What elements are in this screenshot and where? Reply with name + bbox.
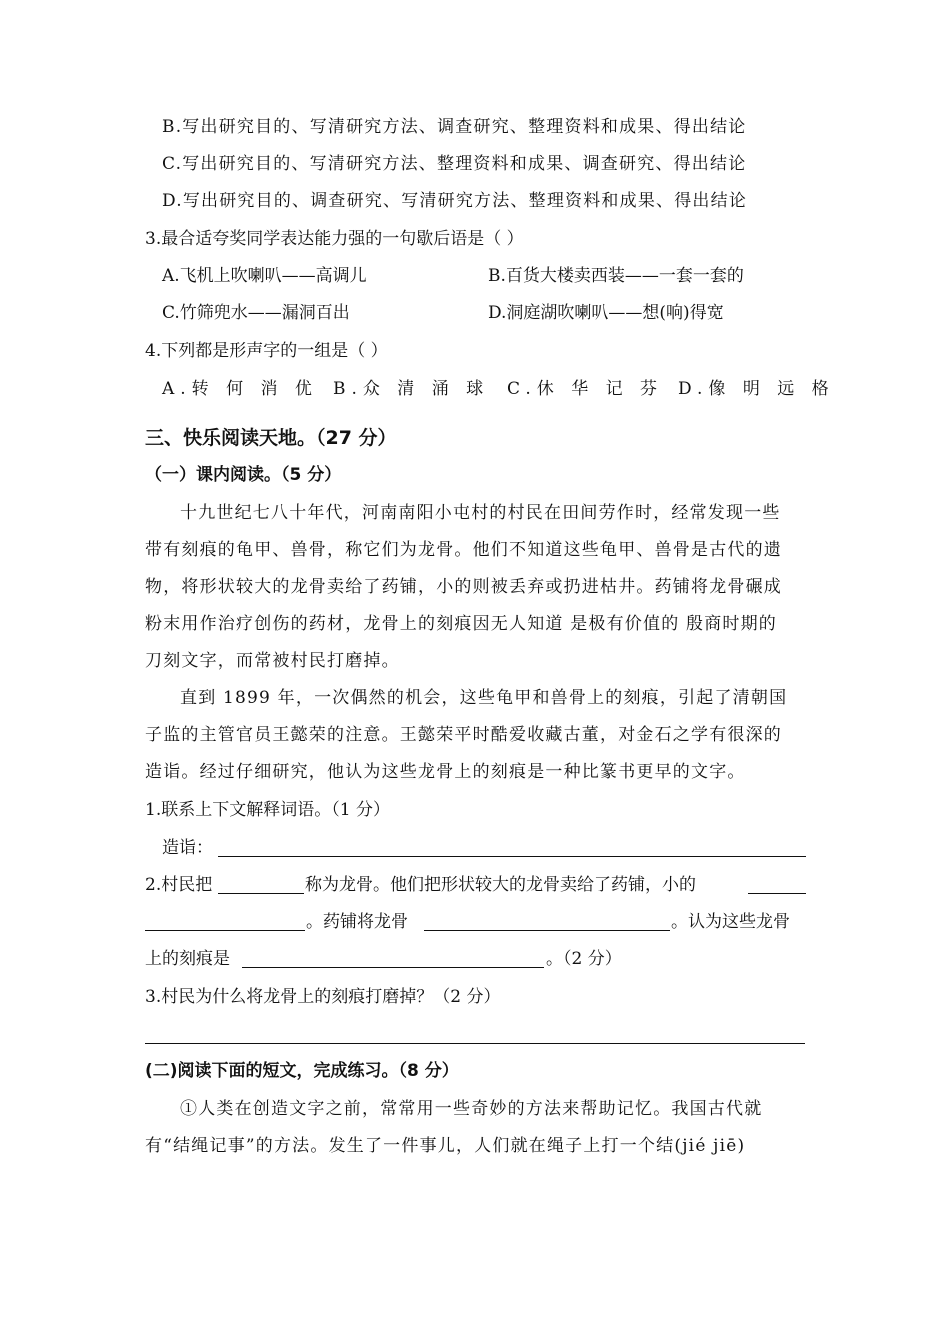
- part2-line: [180, 1097, 762, 1121]
- part1-title: （一）课内阅读。（5 分）: [145, 465, 342, 485]
- q1-term: 造诣：: [162, 838, 213, 858]
- passage1-line: 十九世纪七八十年代，河南南阳小屯村的村民在田间劳作时，经常发现一些: [180, 503, 781, 523]
- q4-option-b: B.众 清 涌 球: [333, 379, 490, 399]
- q4-option-c: C.休 华 记 芬: [507, 379, 664, 399]
- answer-line[interactable]: [145, 1043, 805, 1044]
- paragraph-number: ①: [180, 1099, 199, 1119]
- part1-q3: 3.村民为什么将龙骨上的刻痕打磨掉？（2 分）: [145, 987, 501, 1007]
- q2-part-c: 。药铺将龙骨: [306, 912, 408, 932]
- q3-option-c: C.竹筛兜水——漏洞百出: [162, 303, 350, 323]
- passage1-line: 粉末用作治疗创伤的药材，龙骨上的刻痕因无人知道 是极有价值的 殷商时期的: [145, 614, 778, 634]
- answer-blank[interactable]: [242, 967, 544, 968]
- part2-line-text: 人类在创造文字之前，常常用一些奇妙的方法来帮助记忆。我国古代就: [198, 1099, 763, 1119]
- q2-part-f: 。（2 分）: [546, 949, 622, 969]
- passage1-line: 带有刻痕的龟甲、兽骨，称它们为龙骨。他们不知道这些龟甲、兽骨是古代的遗: [145, 540, 782, 560]
- q2-option-b: B.写出研究目的、写清研究方法、调查研究、整理资料和成果、得出结论: [162, 117, 747, 137]
- q4-stem: 4.下列都是形声字的一组是（ ）: [145, 341, 388, 361]
- q2-option-d: D.写出研究目的、调查研究、写清研究方法、整理资料和成果、得出结论: [162, 191, 748, 211]
- passage1-line: 刀刻文字，而常被村民打磨掉。: [145, 651, 400, 671]
- q3-stem: 3.最合适夸奖同学表达能力强的一句歇后语是（ ）: [145, 229, 524, 249]
- q2-option-c: C.写出研究目的、写清研究方法、整理资料和成果、调查研究、得出结论: [162, 154, 747, 174]
- part2-title: (二)阅读下面的短文，完成练习。（8 分）: [145, 1061, 459, 1081]
- answer-blank[interactable]: [424, 930, 670, 931]
- passage2-line: 子监的主管官员王懿荣的注意。王懿荣平时酷爱收藏古董，对金石之学有很深的: [145, 725, 782, 745]
- passage2-line: 直到 1899 年，一次偶然的机会，这些龟甲和兽骨上的刻痕，引起了清朝国: [180, 688, 788, 708]
- q2-part-d: 。认为这些龙骨: [671, 912, 790, 932]
- section-title: 三、快乐阅读天地。（27 分）: [145, 427, 397, 449]
- part2-line: 有“结绳记事”的方法。发生了一件事儿，人们就在绳子上打一个结(jié jiē): [145, 1136, 746, 1156]
- passage1-line: 物，将形状较大的龙骨卖给了药铺，小的则被丢弃或扔进枯井。药铺将龙骨碾成: [145, 577, 782, 597]
- part1-q1: 1.联系上下文解释词语。（1 分）: [145, 800, 390, 820]
- q3-option-b: B.百货大楼卖西装——一套一套的: [488, 266, 744, 286]
- q4-option-d: D.像 明 远 格: [678, 379, 835, 399]
- q3-option-a: A.飞机上吹喇叭——高调儿: [162, 266, 367, 286]
- q3-option-d: D.洞庭湖吹喇叭——想(响)得宽: [488, 303, 724, 323]
- passage2-line: 造诣。经过仔细研究，他认为这些龙骨上的刻痕是一种比篆书更早的文字。: [145, 762, 746, 782]
- q2-part-e: 上的刻痕是: [145, 949, 230, 969]
- answer-blank[interactable]: [145, 930, 305, 931]
- answer-blank[interactable]: [218, 893, 304, 894]
- q2-part-a: 2.村民把: [145, 875, 213, 895]
- q2-part-b: 称为龙骨。他们把形状较大的龙骨卖给了药铺，小的: [305, 875, 696, 895]
- answer-blank[interactable]: [218, 856, 806, 857]
- answer-blank[interactable]: [748, 893, 806, 894]
- q4-option-a: A.转 何 消 优: [162, 379, 318, 399]
